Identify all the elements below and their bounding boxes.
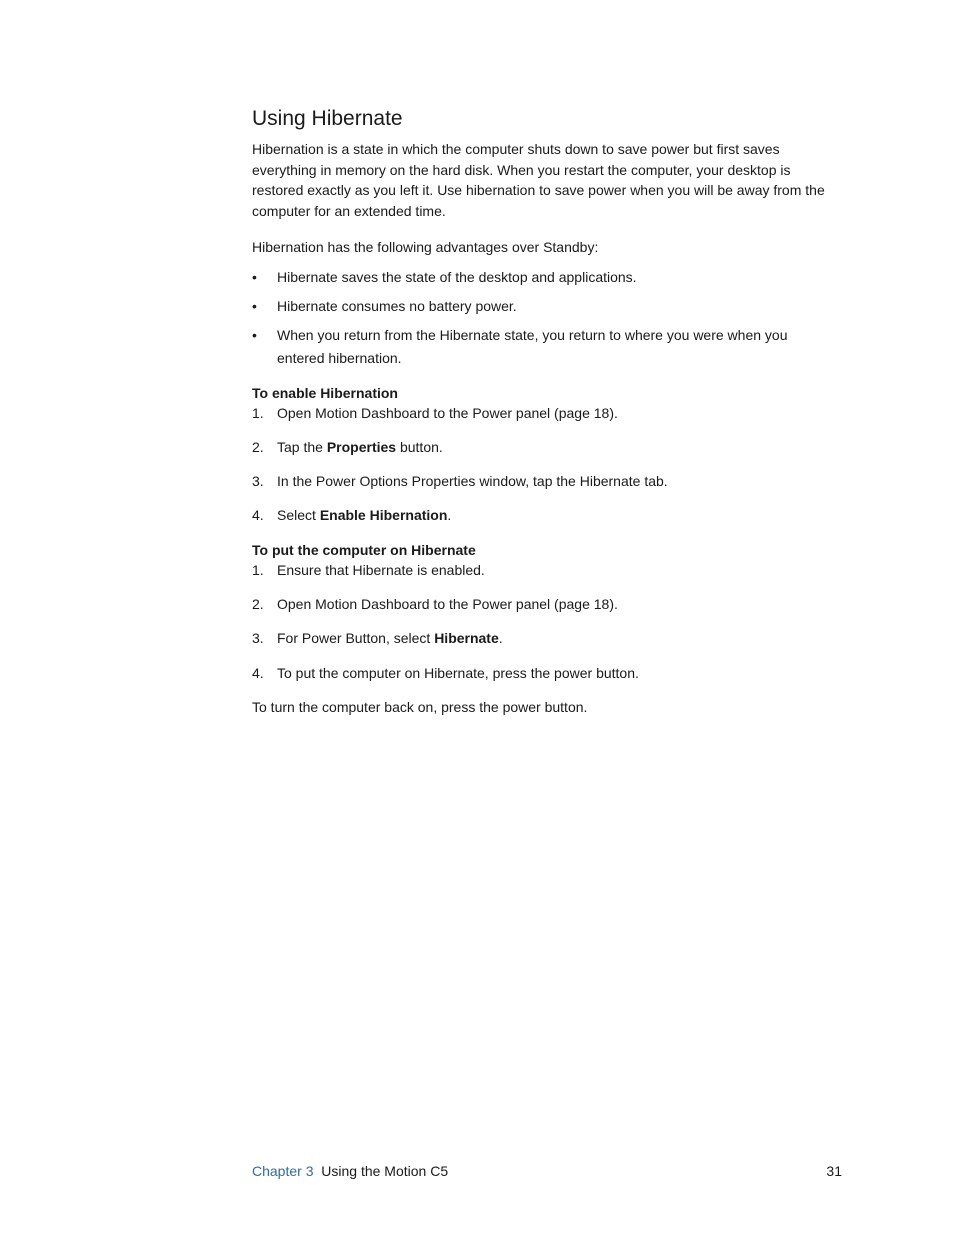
step-text: Open Motion Dashboard to the Power panel (page 18). <box>277 404 618 421</box>
chapter-title: Using the Motion C5 <box>321 1163 449 1179</box>
step-item <box>252 560 832 580</box>
list-item <box>252 266 832 289</box>
list-item-text: Hibernate consumes no battery power. <box>277 297 517 314</box>
step-item <box>252 403 832 423</box>
step-number: 3. <box>252 630 264 647</box>
step-item <box>252 663 832 683</box>
step-text: Ensure that Hibernate is enabled. <box>277 561 485 578</box>
step-text-bold: Properties <box>326 438 397 455</box>
step-text: In the Power Options Properties window, tap the Hibernate tab. <box>277 473 668 490</box>
step-number: 1. <box>252 561 264 578</box>
step-item <box>252 437 832 457</box>
hibernate-procedure-heading: To put the computer on Hibernate <box>252 541 476 558</box>
step-number: 2. <box>252 595 264 612</box>
page-content <box>252 104 832 717</box>
intro-paragraph: Hibernation is a state in which the computer shuts down to save power but first saves everything in memory on the hard disk. When you restart the computer, your desktop is restored exactly as you left it. Use hibernation to save power when you will be away from the computer for an extended time. <box>252 141 825 219</box>
bullet-icon: • <box>252 297 257 314</box>
page-number: 31 <box>826 1163 842 1179</box>
bullet-icon: • <box>252 268 257 285</box>
step-number: 2. <box>252 438 264 455</box>
step-text-pre: Select <box>277 507 320 524</box>
step-text-pre: For Power Button, select <box>277 630 435 647</box>
enable-procedure-heading: To enable Hibernation <box>252 384 398 401</box>
step-text-bold: Enable Hibernation <box>319 507 448 524</box>
list-item <box>252 324 832 370</box>
page-footer <box>252 1161 842 1181</box>
step-item <box>252 594 832 614</box>
chapter-label: Chapter 3 <box>252 1163 314 1179</box>
step-text-post: . <box>447 507 452 524</box>
enable-steps-list <box>252 403 832 526</box>
step-text: To put the computer on Hibernate, press the power button. <box>277 664 639 681</box>
advantages-list <box>252 266 832 370</box>
advantages-lead: Hibernation has the following advantages over Standby: <box>252 239 599 255</box>
step-number: 3. <box>252 473 264 490</box>
step-text: Open Motion Dashboard to the Power panel (page 18). <box>277 595 618 612</box>
step-number: 4. <box>252 507 264 524</box>
step-item <box>252 471 832 491</box>
step-number: 1. <box>252 404 264 421</box>
list-item <box>252 295 832 318</box>
step-text-bold: Hibernate <box>434 630 499 647</box>
hibernate-steps-list <box>252 560 832 683</box>
step-item <box>252 628 832 648</box>
bullet-icon: • <box>252 326 257 343</box>
step-text-pre: Tap the <box>277 438 327 455</box>
step-item <box>252 505 832 525</box>
list-item-text: When you return from the Hibernate state, you return to where you were when you entered hibernation. <box>277 326 788 366</box>
step-number: 4. <box>252 664 264 681</box>
page-title: Using Hibernate <box>252 107 403 130</box>
closing-paragraph: To turn the computer back on, press the power button. <box>252 698 588 715</box>
list-item-text: Hibernate saves the state of the desktop and applications. <box>277 268 637 285</box>
step-text-post: button. <box>396 438 443 455</box>
step-text-post: . <box>498 630 503 647</box>
